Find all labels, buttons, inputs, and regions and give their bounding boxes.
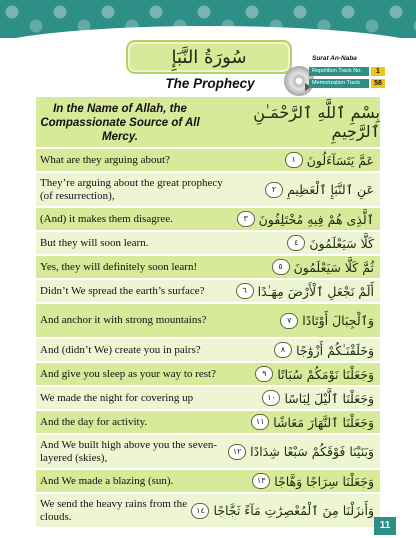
verse-row [36, 304, 380, 339]
verse-number-badge: ٤ [287, 235, 305, 251]
verse-number-badge: ٣ [237, 211, 255, 227]
verse-row [36, 363, 380, 387]
verse-arabic: وَجَعَلْنَا ٱلنَّهَارَ مَعَاشًا [273, 414, 374, 430]
verse-number-badge: ١ [285, 152, 303, 168]
repetition-track-number: 1 [371, 67, 385, 76]
verse-english: And (didn’t We) create you in pairs? [40, 343, 201, 356]
verse-number-badge: ٢ [265, 182, 283, 198]
verse-row [36, 256, 380, 280]
verse-number-badge: ١٢ [228, 444, 246, 460]
verse-english: And give you sleep as your way to rest? [40, 367, 216, 380]
verse-row [36, 494, 380, 529]
verse-row [36, 149, 380, 173]
verse-arabic-cell [236, 211, 380, 227]
verse-arabic: وَجَعَلْنَا ٱلَّيْلَ لِبَاسًا [284, 390, 374, 406]
verse-number-badge: ٧ [280, 313, 298, 329]
verse-english: (And) it makes them disagree. [40, 212, 173, 225]
verse-arabic: أَلَمْ نَجْعَلِ ٱلْأَرْضَ مِهَـٰدًا [257, 283, 374, 299]
verse-arabic-cell [236, 152, 380, 168]
verse-number-badge: ١١ [251, 414, 269, 430]
verse-english: We made the night for covering up [40, 391, 194, 404]
verse-english: Didn’t We spread the earth’s surface? [40, 284, 205, 297]
verse-number-badge: ٦ [236, 283, 254, 299]
verse-arabic-cell [236, 182, 380, 198]
verse-arabic-cell [236, 342, 380, 358]
verse-english: We send the heavy rains from the clouds. [40, 497, 187, 523]
verse-arabic-cell [236, 313, 380, 329]
basmala-arabic: بِسْمِ ٱللَّهِ ٱلرَّحْمَـٰنِ ٱلرَّحِيمِ [253, 103, 380, 141]
verse-row [36, 208, 380, 232]
verse-row [36, 173, 380, 208]
verse-english: But they will soon learn. [40, 236, 149, 249]
verse-arabic: وَخَلَقْنَـٰكُمْ أَزْوَٰجًا [296, 342, 374, 358]
verse-number-badge: ١٣ [252, 473, 270, 489]
verse-arabic-cell [236, 473, 380, 489]
verse-arabic-cell [236, 235, 380, 251]
page-number: 11 [374, 517, 396, 535]
verse-row [36, 232, 380, 256]
verse-english: And the day for activity. [40, 415, 148, 428]
verse-english: What are they arguing about? [40, 153, 170, 166]
verse-arabic: وَٱلْجِبَالَ أَوْتَادًا [302, 313, 374, 328]
basmala-english: In the Name of Allah, the Compassionate Source of All Mercy. [40, 103, 200, 143]
verse-arabic: وَجَعَلْنَا نَوْمَكُمْ سُبَاتًا [277, 366, 374, 382]
surah-title-arabic: سُورَةُ النَّبَإِ [171, 46, 247, 68]
verse-row [36, 411, 380, 435]
verse-arabic-cell [236, 414, 380, 430]
verse-arabic: ثُمَّ كَلَّا سَيَعْلَمُونَ [293, 259, 374, 275]
memorization-track-number: 58 [371, 79, 385, 88]
verse-arabic: عَنِ ٱلنَّبَإِ ٱلْعَظِيمِ [287, 182, 374, 197]
verse-english: And We built high above you the seven-layered (skies), [40, 438, 218, 464]
repetition-track-label: Repetition Track No. [309, 67, 369, 76]
verse-arabic-cell [236, 390, 380, 406]
verse-rows [36, 149, 380, 529]
verse-arabic-cell [191, 503, 380, 519]
verse-number-badge: ١٠ [262, 390, 280, 406]
verse-number-badge: ١٤ [191, 503, 209, 519]
verse-number-badge: ٥ [272, 259, 290, 275]
verse-english: They’re arguing about the great prophecy (of resurrection), [40, 176, 223, 202]
verse-arabic: وَبَنَيْنَا فَوْقَكُمْ سَبْعًا شِدَادًا [250, 444, 374, 459]
verse-english: Yes, they will definitely soon learn! [40, 260, 198, 273]
verse-arabic: كَلَّا سَيَعْلَمُونَ [309, 235, 374, 251]
verse-arabic-cell [228, 444, 380, 460]
verse-number-badge: ٩ [255, 366, 273, 382]
verse-arabic: عَمَّ يَتَسَآءَلُونَ [306, 152, 374, 168]
verse-row [36, 280, 380, 304]
verse-row [36, 339, 380, 363]
verse-row [36, 470, 380, 494]
basmala-row [36, 97, 380, 149]
memorization-track-label: Memorization Track No. [309, 79, 369, 88]
verse-english: And We made a blazing (sun). [40, 474, 174, 487]
verse-arabic-cell [236, 283, 380, 299]
verse-row [36, 387, 380, 411]
verse-arabic: وَأَنزَلْنَا مِنَ ٱلْمُعْصِرَٰتِ مَآءً ثَجَّاجًا [213, 503, 374, 518]
surah-title-box [126, 40, 292, 74]
verse-arabic-cell [236, 366, 380, 382]
verse-arabic: وَجَعَلْنَا سِرَاجًا وَهَّاجًا [274, 473, 374, 489]
audio-surah-name: Surat An-Naba [312, 55, 357, 62]
verse-number-badge: ٨ [274, 342, 292, 358]
verse-arabic-cell [236, 259, 380, 275]
page-title: The Prophecy [165, 76, 255, 91]
verse-arabic: ٱلَّذِى هُمْ فِيهِ مُخْتَلِفُونَ [258, 211, 374, 227]
verse-row [36, 435, 380, 470]
verse-table [36, 97, 380, 529]
verse-english: And anchor it with strong mountains? [40, 314, 207, 326]
